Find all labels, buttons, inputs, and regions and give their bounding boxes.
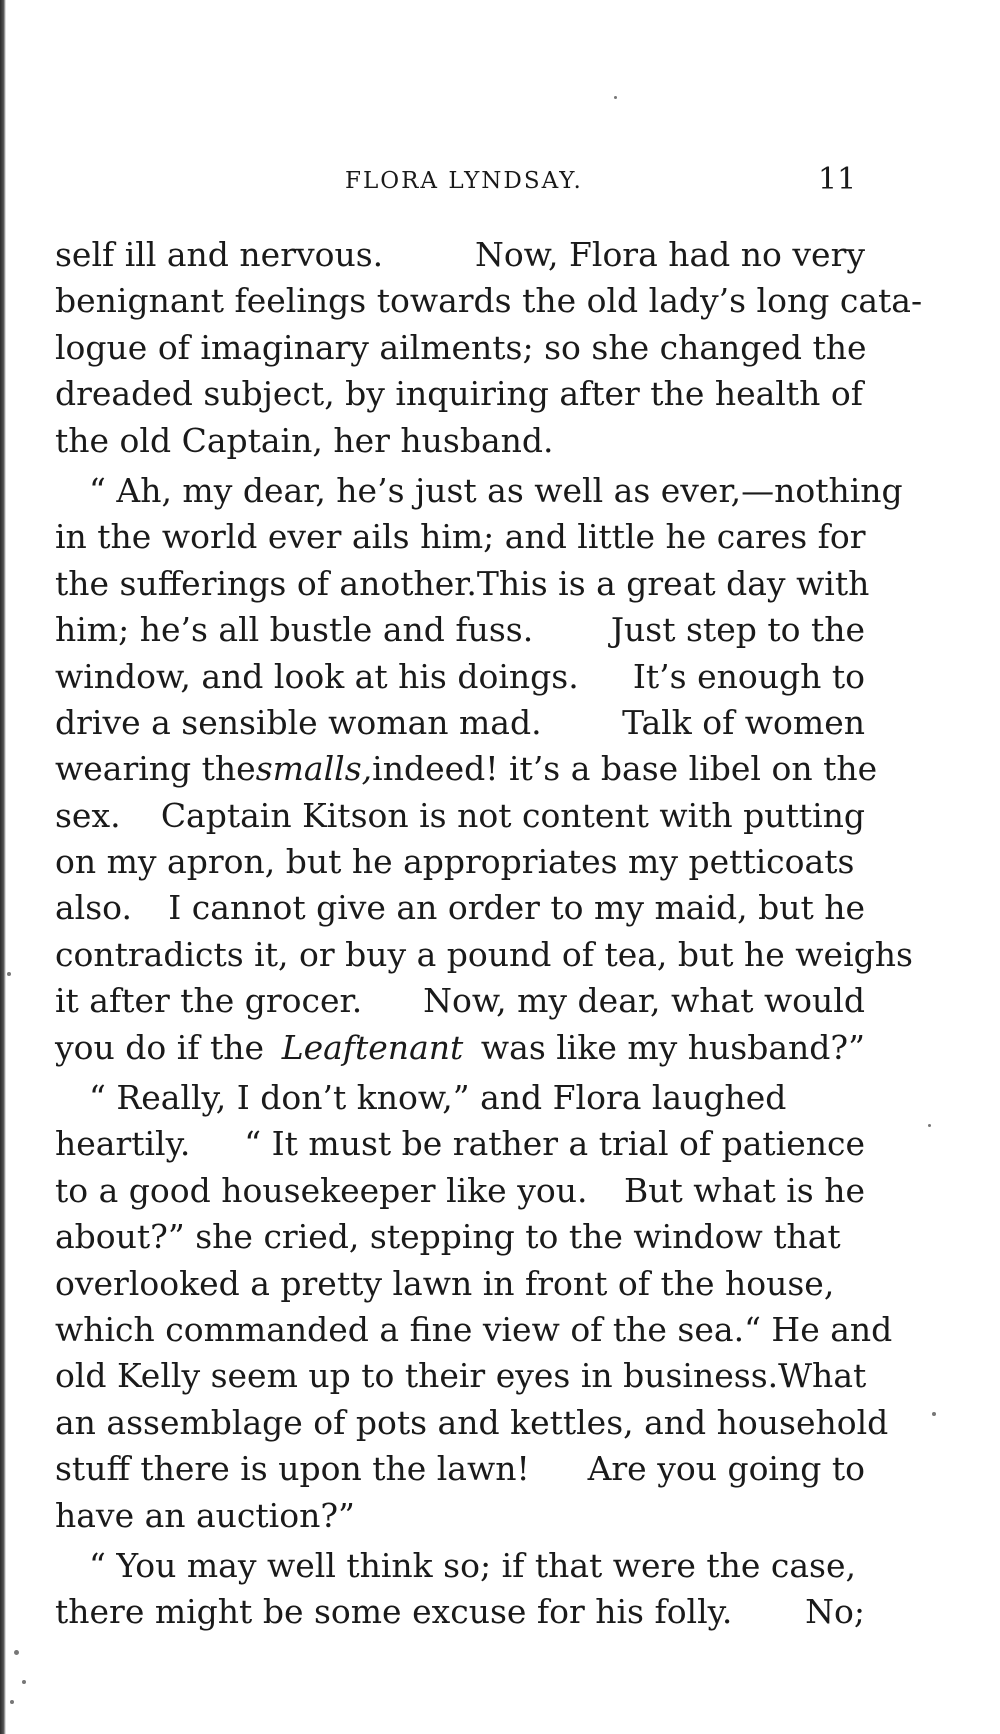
text-line	[55, 746, 878, 792]
text-line	[55, 1543, 865, 1589]
text-segment: Now, my dear, what would	[423, 981, 865, 1021]
text-segment: This is a great day with	[476, 563, 870, 603]
text-segment: sex.	[55, 795, 121, 835]
print-speck	[22, 1680, 26, 1684]
text-segment: in the world ever ails him; and little he cares for	[55, 517, 866, 557]
text-segment: Talk of women	[622, 702, 865, 742]
text-segment: contradicts it, or buy a pound of tea, but he weighs	[55, 934, 913, 974]
text-segment: self ill and nervous.	[55, 235, 384, 274]
italic-word: Leaftenant	[281, 1027, 464, 1067]
text-segment: “ It must be rather a trial of patience	[244, 1124, 865, 1164]
text-segment: What	[778, 1356, 867, 1396]
text-line	[55, 885, 865, 931]
print-speck	[10, 1700, 14, 1704]
text-line	[55, 1168, 865, 1214]
text-line	[55, 1589, 865, 1635]
text-segment: to a good housekeeper like you.	[55, 1170, 588, 1210]
text-segment: which commanded a fine view of the sea.	[55, 1309, 745, 1349]
text-line	[55, 978, 865, 1024]
text-segment: him; he’s all bustle and fuss.	[55, 610, 534, 650]
text-segment: Just step to the	[610, 610, 865, 650]
text-segment: “ Ah, my dear, he’s just as well as ever,—nothing	[89, 470, 903, 510]
text-line	[55, 561, 870, 607]
running-title: FLORA LYNDSAY.	[345, 168, 583, 194]
text-line	[55, 932, 913, 978]
text-line	[55, 1353, 865, 1399]
text-line	[55, 1446, 865, 1492]
text-segment: logue of imaginary ailments; so she changed the	[55, 327, 867, 367]
text-line	[55, 232, 865, 278]
page-number: 11	[818, 162, 857, 197]
text-segment: indeed! it’s a base libel on the	[372, 749, 878, 789]
text-segment: wearing the	[55, 749, 256, 789]
text-segment: the sufferings of another.	[55, 563, 477, 603]
text-segment: it after the grocer.	[55, 981, 363, 1021]
text-segment: there might be some excuse for his folly.	[55, 1592, 733, 1632]
text-segment: Now, Flora had no very	[474, 235, 865, 274]
text-segment: also.	[55, 888, 132, 928]
text-line	[55, 654, 865, 700]
text-line	[55, 607, 865, 653]
text-line	[55, 1400, 889, 1446]
text-segment: benignant feelings towards the old lady’s long cata-	[55, 281, 923, 321]
text-line	[55, 1493, 865, 1539]
text-segment: drive a sensible woman mad.	[55, 702, 542, 742]
text-segment: “ He and	[744, 1309, 893, 1349]
text-line	[55, 1261, 865, 1307]
print-speck	[932, 1412, 936, 1416]
print-speck	[14, 1650, 19, 1655]
text-segment: window, and look at his doings.	[55, 656, 579, 696]
text-segment: But what is he	[624, 1170, 865, 1210]
text-line	[55, 371, 865, 417]
text-line	[55, 1121, 865, 1167]
body-text	[55, 232, 923, 1636]
text-line	[55, 839, 865, 885]
text-segment: on my apron, but he appropriates my petticoats	[55, 842, 855, 882]
text-segment: old Kelly seem up to their eyes in business.	[55, 1356, 779, 1396]
text-segment: the old Captain, her husband.	[55, 420, 554, 460]
print-speck	[614, 96, 617, 99]
text-line	[55, 1214, 865, 1260]
text-segment: about?” she cried, stepping to the window that	[55, 1217, 841, 1257]
text-segment: heartily.	[55, 1124, 191, 1164]
text-line	[55, 278, 923, 324]
print-speck	[7, 972, 11, 976]
text-segment: stuff there is upon the lawn!	[55, 1449, 530, 1489]
text-segment: Are you going to	[587, 1449, 865, 1489]
text-line	[55, 1075, 865, 1121]
text-line	[55, 1307, 893, 1353]
text-line	[55, 1025, 865, 1071]
print-speck	[928, 1124, 931, 1127]
text-segment: “ You may well think so; if that were the case,	[89, 1545, 856, 1585]
text-segment: It’s enough to	[632, 656, 865, 696]
text-segment: an assemblage of pots and kettles, and household	[55, 1402, 889, 1442]
text-segment: have an auction?”	[55, 1495, 355, 1535]
text-line	[55, 418, 865, 464]
text-line	[55, 700, 865, 746]
text-segment: overlooked a pretty lawn in front of the house,	[55, 1263, 835, 1303]
text-segment: you do if the	[55, 1027, 265, 1067]
text-segment: “ Really, I don’t know,” and Flora laughed	[89, 1078, 787, 1118]
italic-word: smalls,	[255, 749, 373, 789]
text-segment: Captain Kitson is not content with putting	[160, 795, 865, 835]
text-line	[55, 514, 865, 560]
text-segment: I cannot give an order to my maid, but he	[168, 888, 865, 928]
text-line	[55, 793, 865, 839]
text-line	[55, 325, 865, 371]
running-header	[0, 162, 1000, 208]
text-segment: dreaded subject, by inquiring after the health of	[55, 374, 863, 414]
text-segment: No;	[805, 1592, 865, 1632]
text-line	[55, 468, 903, 514]
page-binding-edge	[0, 0, 6, 1734]
text-segment: was like my husband?”	[480, 1027, 865, 1067]
